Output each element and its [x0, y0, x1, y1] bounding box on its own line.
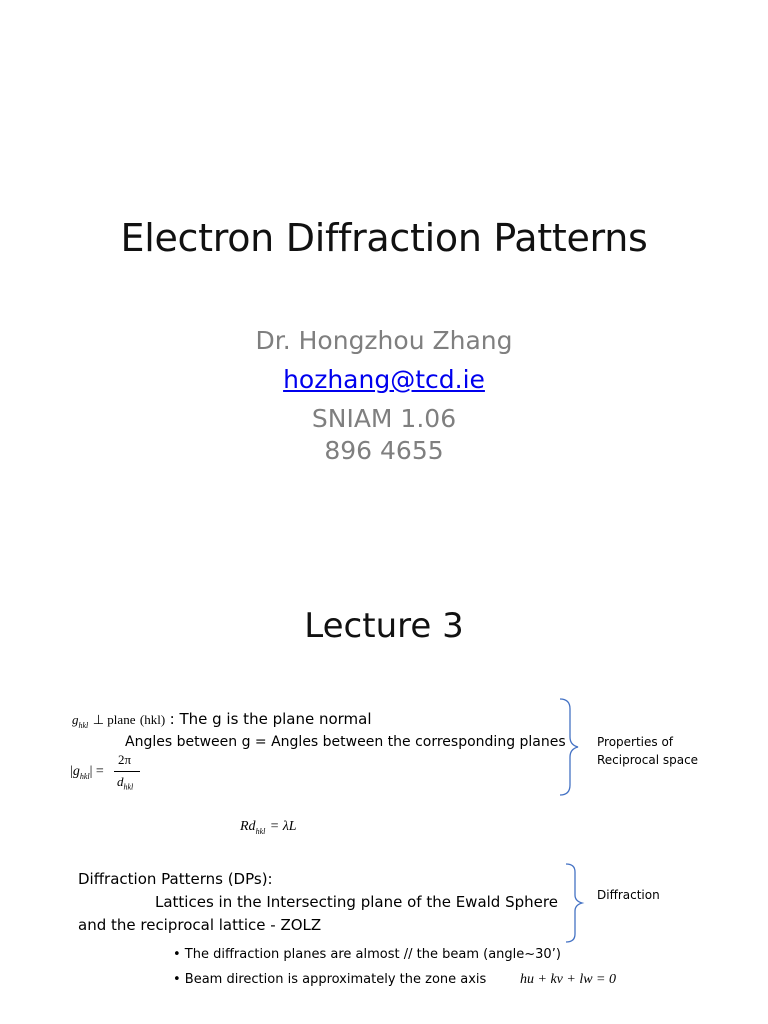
angles-statement: Angles between g = Angles between the corresponding planes [125, 734, 566, 750]
camera-eq-rhs: = λL [269, 819, 297, 834]
lecture-label: Lecture 3 [304, 606, 464, 646]
g-magnitude-equation [70, 752, 160, 796]
dp-line1: Lattices in the Intersecting plane of the Ewald Sphere [155, 893, 558, 911]
g-vector-symbol: g [72, 712, 79, 727]
brace-label-line1: Properties of [597, 735, 674, 749]
camera-length-equation [240, 817, 297, 836]
camera-eq-lhs: Rd [240, 819, 256, 834]
brace-label-line2: Reciprocal space [597, 753, 699, 767]
slide-title: Electron Diffraction Patterns [120, 216, 648, 260]
plane-normal-text: : The g is the plane normal [169, 710, 372, 728]
g-subscript: hkl [78, 721, 89, 731]
brace-icon [556, 697, 586, 797]
email-line [0, 365, 768, 394]
bullet-planes: • The diffraction planes are almost // the beam (angle~30’) [173, 947, 561, 962]
g-magnitude-lhs: $|g_{hkl}|$ = [70, 764, 104, 781]
plane-hkl-text: (hkl) [139, 712, 166, 727]
author-name: Dr. Hongzhou Zhang [255, 326, 513, 355]
diffraction-label: Diffraction [597, 888, 660, 902]
dp-heading: Diffraction Patterns (DPs): [78, 870, 273, 888]
reciprocal-properties-label [597, 733, 698, 769]
magnitude-numerator: 2π [118, 752, 132, 767]
perp-plane-text: ⊥ plane [92, 712, 136, 727]
fraction-bar [114, 771, 140, 772]
zone-law-equation: hu + kv + lw = 0 [520, 972, 616, 987]
email-link[interactable]: hozhang@tcd.ie [283, 365, 485, 394]
dp-line2: and the reciprocal lattice - ZOLZ [78, 916, 322, 934]
magnitude-denominator: $d_{hkl}$ [117, 774, 134, 792]
office-number: SNIAM 1.06 [311, 404, 457, 433]
phone-number: 896 4655 [324, 436, 444, 465]
brace-icon [563, 862, 589, 944]
camera-eq-subscript: hkl [255, 827, 266, 837]
g-perp-plane-equation [72, 710, 372, 730]
bullet-zone-axis: • Beam direction is approximately the zone axis [173, 972, 487, 987]
